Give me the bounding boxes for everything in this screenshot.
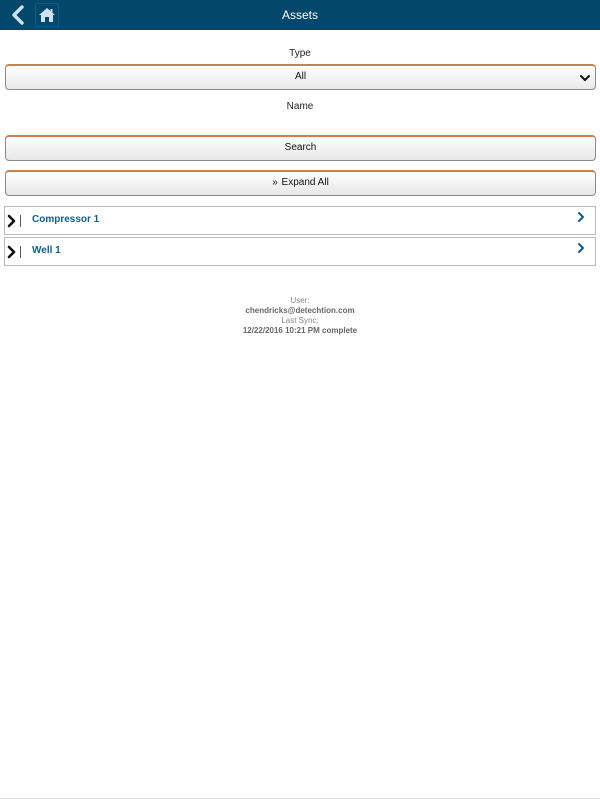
name-input[interactable] <box>5 118 596 132</box>
name-label: Name <box>286 101 314 112</box>
divider <box>0 798 600 799</box>
sync-info <box>0 296 600 336</box>
expand-all-label: Expand All <box>281 177 329 188</box>
user-value: chendricks@detechtion.com <box>245 306 355 315</box>
type-select[interactable] <box>5 64 596 90</box>
list-item[interactable] <box>4 206 596 235</box>
list-item[interactable] <box>4 237 596 266</box>
divider <box>20 246 21 258</box>
app-header <box>0 0 600 30</box>
user-label: User: <box>290 296 310 305</box>
divider <box>20 215 21 227</box>
chevron-right-icon[interactable] <box>576 242 586 254</box>
expand-toggle[interactable] <box>7 244 27 260</box>
sync-label: Last Sync: <box>281 316 319 325</box>
page-title: Assets <box>281 8 318 22</box>
sync-value: 12/22/2016 10:21 PM complete <box>242 326 358 335</box>
chevron-down-icon <box>579 72 591 84</box>
expand-all-button[interactable] <box>5 170 596 196</box>
expand-toggle[interactable] <box>7 213 27 229</box>
chevron-right-icon[interactable] <box>576 211 586 223</box>
asset-label[interactable]: Compressor 1 <box>32 214 100 225</box>
chevron-right-icon <box>7 214 17 228</box>
type-select-value: All <box>294 71 307 82</box>
search-button[interactable]: Search <box>5 135 596 161</box>
double-chevron-right-icon: » <box>272 177 278 188</box>
asset-label[interactable]: Well 1 <box>32 245 61 256</box>
chevron-right-icon <box>7 245 17 259</box>
type-label: Type <box>289 48 311 59</box>
